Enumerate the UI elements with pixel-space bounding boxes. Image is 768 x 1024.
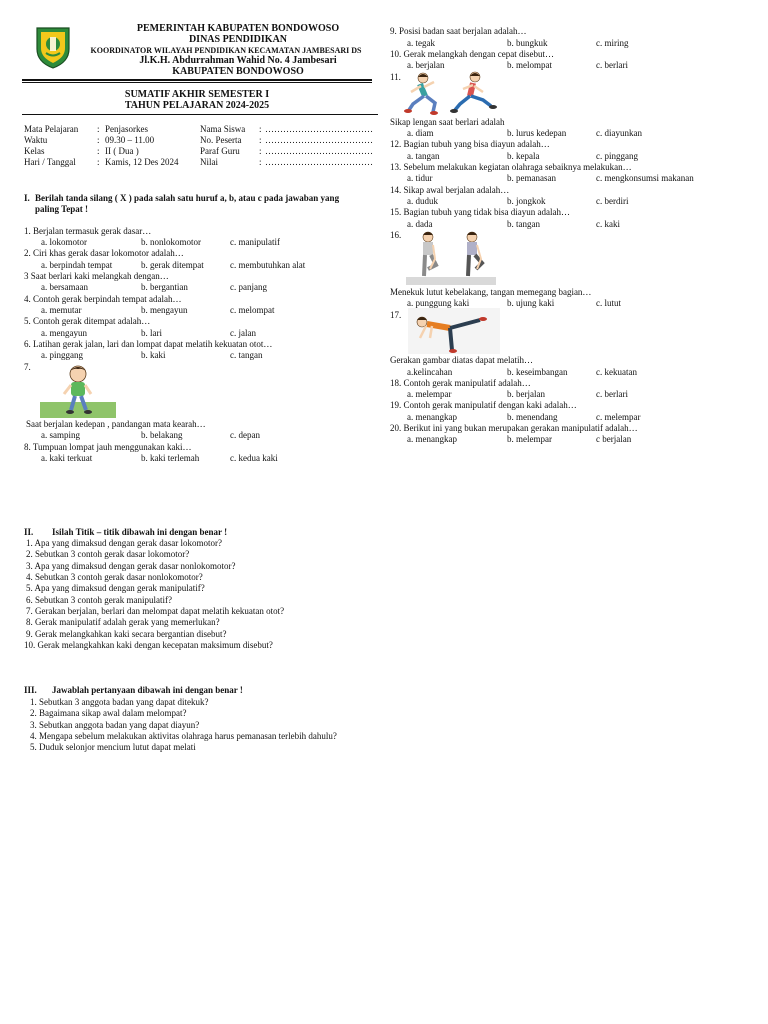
section1-title: Berilah tanda silang ( X ) pada salah satu huruf a, b, atau c pada jawaban yang xyxy=(35,193,340,203)
answer-option-a[interactable]: a. pinggang xyxy=(41,350,83,360)
info-label: Nilai xyxy=(200,157,218,167)
answer-option-a[interactable]: a. mengayun xyxy=(41,328,87,338)
info-value: II ( Dua ) xyxy=(105,146,139,156)
answer-option-b[interactable]: b. berjalan xyxy=(507,389,545,399)
question-text: 20. Berikut ini yang bukan merupakan gerakan manipulatif adalah… xyxy=(390,423,638,433)
info-label: Nama Siswa xyxy=(200,124,246,134)
header-government: PEMERINTAH KABUPATEN BONDOWOSO xyxy=(136,23,340,34)
answer-option-c[interactable]: c. berdiri xyxy=(596,196,629,206)
info-colon: : xyxy=(259,157,262,167)
info-colon: : xyxy=(259,124,262,134)
list-item: 6. Sebutkan 3 contoh gerak manipulatif? xyxy=(26,595,172,605)
answer-option-c[interactable]: c. membutuhkan alat xyxy=(230,260,306,270)
info-value: Kamis, 12 Des 2024 xyxy=(105,157,179,167)
list-item: 9. Gerak melangkahkan kaki secara bergantian disebut? xyxy=(26,629,227,639)
list-item: 4. Sebutkan 3 contoh gerak dasar nonlokomotor? xyxy=(26,572,203,582)
answer-option-a[interactable]: a. menangkap xyxy=(407,412,457,422)
answer-option-a[interactable]: a. dada xyxy=(407,219,433,229)
header-regency: KABUPATEN BONDOWOSO xyxy=(172,66,304,77)
question-text: Menekuk lutut kebelakang, tangan memegang bagian… xyxy=(390,287,592,297)
info-colon: : xyxy=(97,135,100,145)
answer-option-c[interactable]: c. panjang xyxy=(230,282,267,292)
list-item: 3. Sebutkan anggota badan yang dapat diayun? xyxy=(30,720,200,730)
question-number: 7. xyxy=(24,362,31,372)
section3-number: III. xyxy=(24,685,37,695)
info-colon: : xyxy=(259,146,262,156)
answer-option-a[interactable]: a.kelincahan xyxy=(407,367,453,377)
list-item: 5. Apa yang dimaksud dengan gerak manipulatif? xyxy=(26,583,205,593)
answer-option-c[interactable]: c. kaki xyxy=(596,219,620,229)
teacher-signature-field[interactable]: ……………………………… xyxy=(265,146,373,156)
info-colon: : xyxy=(97,157,100,167)
header-agency: DINAS PENDIDIKAN xyxy=(188,34,288,45)
question-text: 5. Contoh gerak ditempat adalah… xyxy=(24,316,151,326)
answer-option-b[interactable]: b. tangan xyxy=(507,219,540,229)
answer-option-c[interactable]: c. mengkonsumsi makanan xyxy=(596,173,694,183)
answer-option-a[interactable]: a. melempar xyxy=(407,389,452,399)
exam-title: SUMATIF AKHIR SEMESTER I xyxy=(124,89,270,100)
answer-option-c[interactable]: c. pinggang xyxy=(596,151,638,161)
list-item: 1. Apa yang dimaksud dengan gerak dasar lokomotor? xyxy=(26,538,222,548)
list-item: 1. Sebutkan 3 anggota badan yang dapat ditekuk? xyxy=(30,697,209,707)
answer-option-b[interactable]: b. ujung kaki xyxy=(507,298,555,308)
question-text: 2. Ciri khas gerak dasar lokomotor adalah… xyxy=(24,248,184,258)
question-text: Gerakan gambar diatas dapat melatih… xyxy=(390,355,533,365)
info-value: 09.30 – 11.00 xyxy=(105,135,155,145)
answer-option-c[interactable]: c. kedua kaki xyxy=(230,453,278,463)
knee-bend-stretch-image xyxy=(406,229,496,285)
question-text: 3 Saat berlari kaki melangkah dengan… xyxy=(24,271,169,281)
question-text: 1. Berjalan termasuk gerak dasar… xyxy=(24,226,152,236)
score-field[interactable]: ……………………………… xyxy=(265,157,373,167)
answer-option-c[interactable]: c. lutut xyxy=(596,298,621,308)
answer-option-b[interactable]: b. bergantian xyxy=(141,282,188,292)
answer-option-a[interactable]: a. memutar xyxy=(41,305,82,315)
question-text: 12. Bagian tubuh yang bisa diayun adalah… xyxy=(390,139,550,149)
info-label: Hari / Tanggal xyxy=(24,157,76,167)
header-address: Jl.K.H. Abdurrahman Wahid No. 4 Jambesari xyxy=(139,55,337,66)
info-label: No. Peserta xyxy=(200,135,242,145)
question-text: 13. Sebelum melakukan kegiatan olahraga sebaiknya melakukan… xyxy=(390,162,632,172)
question-text: 14. Sikap awal berjalan adalah… xyxy=(390,185,510,195)
answer-option-b[interactable]: b. jongkok xyxy=(507,196,546,206)
question-text: 4. Contoh gerak berpindah tempat adalah… xyxy=(24,294,182,304)
header-coordinator: KOORDINATOR WILAYAH PENDIDIKAN KECAMATAN JAMBESARI DS xyxy=(90,46,362,55)
answer-option-c[interactable]: c. tangan xyxy=(230,350,263,360)
list-item: 2. Bagaimana sikap awal dalam melompat? xyxy=(30,708,187,718)
list-item: 2. Sebutkan 3 contoh gerak dasar lokomotor? xyxy=(26,549,190,559)
section1-number: I. xyxy=(24,193,30,203)
answer-option-c[interactable]: c. melempar xyxy=(596,412,641,422)
running-children-image xyxy=(403,70,503,116)
answer-option-b[interactable]: b. menendang xyxy=(507,412,558,422)
question-text: 15. Bagian tubuh yang tidak bisa diayun adalah… xyxy=(390,207,570,217)
list-item: 8. Gerak manipulatif adalah gerak yang memerlukan? xyxy=(26,617,220,627)
answer-option-b[interactable]: b. melompat xyxy=(507,60,552,70)
answer-option-b[interactable]: b. kepala xyxy=(507,151,540,161)
participant-number-field[interactable]: ……………………………… xyxy=(265,135,373,145)
title-divider xyxy=(22,114,378,115)
answer-option-a[interactable]: a. lokomotor xyxy=(41,237,87,247)
answer-option-b[interactable]: b. pemanasan xyxy=(507,173,556,183)
question-text: Saat berjalan kedepan , pandangan mata kearah… xyxy=(26,419,206,429)
exam-year: TAHUN PELAJARAN 2024-2025 xyxy=(124,100,270,111)
answer-option-b[interactable]: b. nonlokomotor xyxy=(141,237,201,247)
question-text: 18. Contoh gerak manipulatif adalah… xyxy=(390,378,531,388)
header-divider-thin xyxy=(22,82,372,83)
info-label: Kelas xyxy=(24,146,45,156)
answer-option-a[interactable]: a. diam xyxy=(407,128,434,138)
info-colon: : xyxy=(97,124,100,134)
answer-option-c[interactable]: c. kekuatan xyxy=(596,367,637,377)
answer-option-b[interactable]: b. kaki terlemah xyxy=(141,453,200,463)
regency-emblem-icon xyxy=(33,25,73,69)
answer-option-c[interactable]: c. berlari xyxy=(596,60,628,70)
answer-option-a[interactable]: a. menangkap xyxy=(407,434,457,444)
list-item: 3. Apa yang dimaksud dengan gerak dasar nonlokomotor? xyxy=(26,561,236,571)
answer-option-c[interactable]: c. jalan xyxy=(230,328,256,338)
answer-option-c[interactable]: c. miring xyxy=(596,38,629,48)
question-text: 8. Tumpuan lompat jauh menggunakan kaki… xyxy=(24,442,192,452)
answer-option-a[interactable]: a. bersamaan xyxy=(41,282,88,292)
answer-option-c[interactable]: c. melompat xyxy=(230,305,275,315)
info-colon: : xyxy=(97,146,100,156)
section2-number: II. xyxy=(24,527,34,537)
answer-option-a[interactable]: a. kaki terkuat xyxy=(41,453,93,463)
section1-title-cont: paling Tepat ! xyxy=(35,204,89,214)
question-number: 17. xyxy=(390,310,402,320)
answer-option-a[interactable]: a. samping xyxy=(41,430,80,440)
question-text: 10. Gerak melangkah dengan cepat disebut… xyxy=(390,49,554,59)
answer-option-b[interactable]: b. bungkuk xyxy=(507,38,548,48)
question-text: 6. Latihan gerak jalan, lari dan lompat dapat melatih kekuatan otot… xyxy=(24,339,273,349)
answer-option-a[interactable]: a. berpindah tempat xyxy=(41,260,113,270)
info-label: Mata Pelajaran xyxy=(24,124,79,134)
list-item: 4. Mengapa sebelum melakukan aktivitas olahraga harus pemanasan terlebih dahulu? xyxy=(30,731,337,741)
answer-option-a[interactable]: a. tegak xyxy=(407,38,435,48)
answer-option-b[interactable]: b. belakang xyxy=(141,430,183,440)
answer-option-a[interactable]: a. berjalan xyxy=(407,60,445,70)
answer-option-b[interactable]: b. lurus kedepan xyxy=(507,128,567,138)
name-field[interactable]: ……………………………… xyxy=(265,124,373,134)
question-text: 19. Contoh gerak manipulatif dengan kaki adalah… xyxy=(390,400,577,410)
answer-option-c[interactable]: c. manipulatif xyxy=(230,237,280,247)
question-number: 16. xyxy=(390,230,402,240)
question-text: Sikap lengan saat berlari adalah xyxy=(390,117,505,127)
answer-option-a[interactable]: a. punggung kaki xyxy=(407,298,470,308)
info-value: Penjasorkes xyxy=(105,124,148,134)
info-label: Waktu xyxy=(24,135,48,145)
answer-option-b[interactable]: b. mengayun xyxy=(141,305,188,315)
section3-title: Jawablah pertanyaan dibawah ini dengan benar ! xyxy=(52,685,243,695)
answer-option-a[interactable]: a. tangan xyxy=(407,151,440,161)
answer-option-b[interactable]: b. kaki xyxy=(141,350,166,360)
info-colon: : xyxy=(259,135,262,145)
answer-option-b[interactable]: b. gerak ditempat xyxy=(141,260,204,270)
answer-option-c[interactable]: c. depan xyxy=(230,430,260,440)
answer-option-c[interactable]: c berjalan xyxy=(596,434,632,444)
answer-option-c[interactable]: c. berlari xyxy=(596,389,628,399)
balance-pose-image xyxy=(408,308,500,354)
answer-option-c[interactable]: c. diayunkan xyxy=(596,128,642,138)
section2-title: Isilah Titik – titik dibawah ini dengan benar ! xyxy=(52,527,228,537)
walking-child-image xyxy=(40,362,116,418)
info-label: Paraf Guru xyxy=(200,146,240,156)
question-text: 9. Posisi badan saat berjalan adalah… xyxy=(390,26,527,36)
list-item: 7. Gerakan berjalan, berlari dan melompat dapat melatih kekuatan otot? xyxy=(26,606,285,616)
question-number: 11. xyxy=(390,72,401,82)
answer-option-b[interactable]: b. lari xyxy=(141,328,162,338)
answer-option-b[interactable]: b. keseimbangan xyxy=(507,367,568,377)
answer-option-a[interactable]: a. duduk xyxy=(407,196,438,206)
header-divider xyxy=(22,79,372,81)
answer-option-b[interactable]: b. melempar xyxy=(507,434,552,444)
answer-option-a[interactable]: a. tidur xyxy=(407,173,433,183)
list-item: 10. Gerak melangkahkan kaki dengan kecepatan maksimum disebut? xyxy=(24,640,273,650)
list-item: 5. Duduk selonjor mencium lutut dapat melati xyxy=(30,742,196,752)
